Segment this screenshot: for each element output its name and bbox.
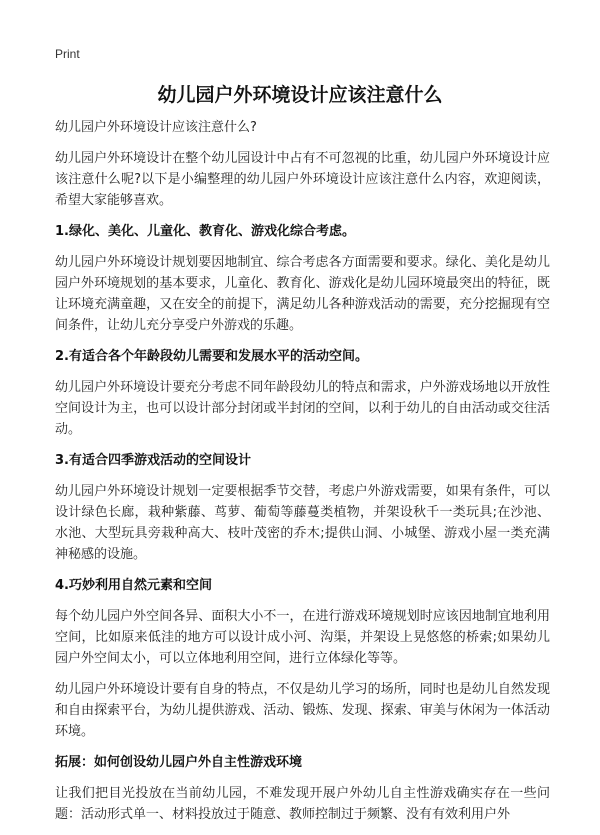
intro-paragraph: 幼儿园户外环境设计在整个幼儿园设计中占有不可忽视的比重，幼儿园户外环境设计应该注意什么呢?以下是小编整理的幼儿园户外环境设计应该注意什么内容，欢迎阅读，希望大家能够喜欢。 [55, 151, 550, 208]
intro-question: 幼儿园户外环境设计应该注意什么? [55, 120, 257, 135]
print-link[interactable]: Print [55, 47, 80, 61]
section-paragraph-4b: 幼儿园户外环境设计要有自身的特点，不仅是幼儿学习的场所，同时也是幼儿自然发现和自由探索平台，为幼儿提供游戏、活动、锻炼、发现、探索、审美与休闲为一体活动环境。 [55, 682, 550, 739]
section-heading-1: 1.绿化、美化、儿童化、教育化、游戏化综合考虑。 [55, 224, 355, 239]
extension-paragraph: 让我们把目光投放在当前幼儿园，不难发现开展户外幼儿自主性游戏确实存在一些问题：活动形式单一、材料投放过于随意、教师控制过于频繁、没有有效利用户外 [55, 786, 550, 822]
article-body [55, 117, 550, 835]
extension-heading: 拓展：如何创设幼儿园户外自主性游戏环境 [55, 755, 303, 770]
section-paragraph-1: 幼儿园户外环境设计规划要因地制宜、综合考虑各方面需要和要求。绿化、美化是幼儿园户外环境规划的基本要求，儿童化、教育化、游戏化是幼儿园环境最突出的特征，既让环境充满童趣，又在安全的前提下，满足幼儿各种游戏活动的需要，充分挖掘现有空间条件，让幼儿充分享受户外游戏的乐趣。 [55, 255, 550, 333]
section-heading-4: 4.巧妙利用自然元素和空间 [55, 578, 212, 593]
section-heading-3: 3.有适合四季游戏活动的空间设计 [55, 453, 251, 468]
page-title: 幼儿园户外环境设计应该注意什么 [157, 84, 443, 106]
section-paragraph-2: 幼儿园户外环境设计要充分考虑不同年龄段幼儿的特点和需求，户外游戏场地以开放性空间设计为主，也可以设计部分封闭或半封闭的空间，以利于幼儿的自由活动或交往活动。 [55, 380, 550, 437]
section-paragraph-4a: 每个幼儿园户外空间各异、面积大小不一，在进行游戏环境规划时应该因地制宜地利用空间，比如原来低洼的地方可以设计成小河、沟渠，并架设上晃悠悠的桥索;如果幼儿园户外空间太小，可以立体地利用空间，进行立体绿化等等。 [55, 609, 550, 666]
section-paragraph-3: 幼儿园户外环境设计规划一定要根据季节交替，考虑户外游戏需要，如果有条件，可以设计绿色长廊，栽种紫藤、茑萝、葡萄等藤蔓类植物，并架设秋千一类玩具;在沙池、水池、大型玩具旁栽种高大、枝叶茂密的乔木;提供山洞、小城堡、游戏小屋一类充满神秘感的设施。 [55, 484, 550, 562]
section-heading-2: 2.有适合各个年龄段幼儿需要和发展水平的活动空间。 [55, 349, 368, 364]
